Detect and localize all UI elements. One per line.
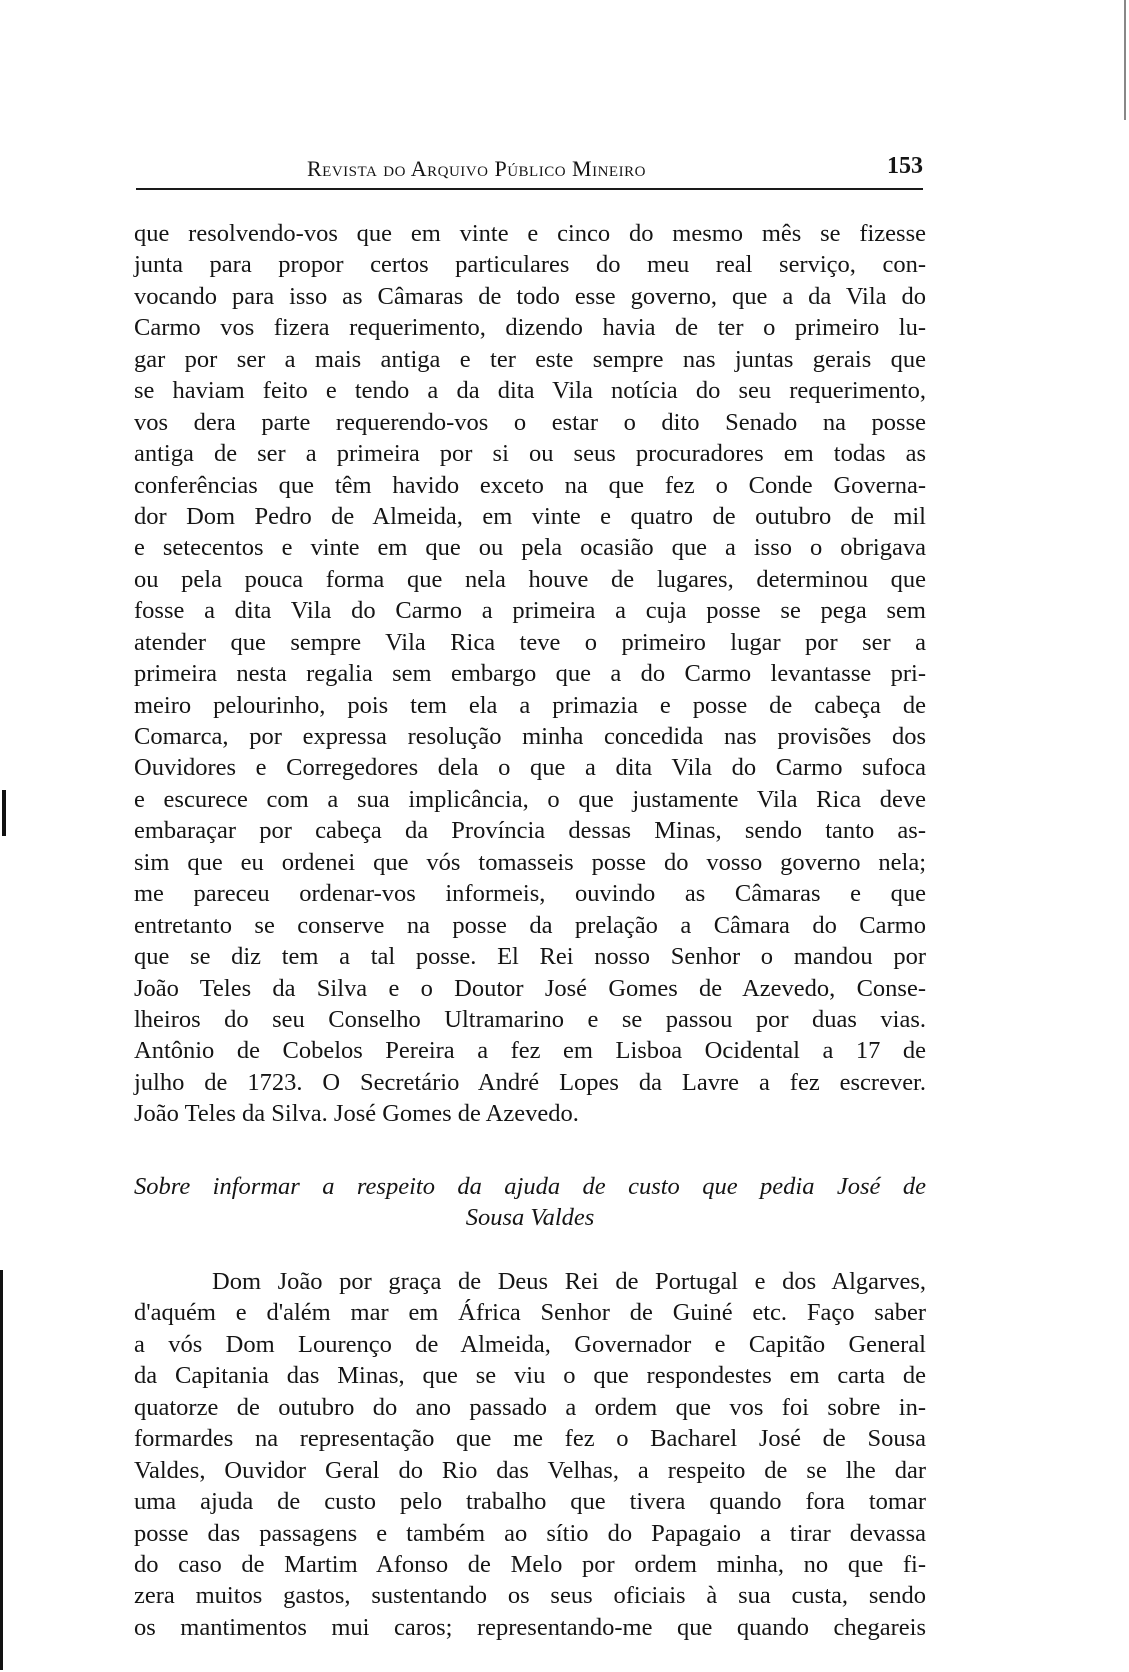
text-line: me pareceu ordenar-vos informeis, ouvindo as Câmaras e que	[134, 880, 926, 908]
text-line: ou pela pouca forma que nela houve de lugares, determinou que	[134, 565, 926, 593]
text-line: sim que eu ordenei que vós tomasseis posse do vosso governo nela;	[134, 848, 926, 876]
text-line: e setecentos e vinte em que ou pela ocasião que a isso o obrigava	[134, 534, 926, 562]
page-header	[136, 150, 923, 190]
text-line: e escurece com a sua implicância, o que justamente Vila Rica deve	[134, 785, 926, 813]
text-line: João Teles da Silva e o Doutor José Gomes de Azevedo, Conse-	[134, 974, 926, 1002]
text-line: fosse a dita Vila do Carmo a primeira a cuja posse se pega sem	[134, 597, 926, 625]
section-heading-line: Sobre informar a respeito da ajuda de custo que pedia José de	[134, 1173, 926, 1200]
text-line: formardes na representação que me fez o Bacharel José de Sousa	[134, 1425, 926, 1453]
text-line: embaraçar por cabeça da Província dessas Minas, sendo tanto as-	[134, 817, 926, 845]
text-line: zera muitos gastos, sustentando os seus oficiais à sua custa, sendo	[134, 1582, 926, 1610]
text-line: dor Dom Pedro de Almeida, em vinte e quatro de outubro de mil	[134, 502, 926, 530]
text-line: julho de 1723. O Secretário André Lopes da Lavre a fez escrever.	[134, 1068, 926, 1096]
text-line: quatorze de outubro do ano passado a ordem que vos foi sobre in-	[134, 1393, 926, 1421]
text-line: junta para propor certos particulares do meu real serviço, con-	[134, 251, 926, 279]
text-line: meiro pelourinho, pois tem ela a primazia e posse de cabeça de	[134, 691, 926, 719]
text-line: Carmo vos fizera requerimento, dizendo havia de ter o primeiro lu-	[134, 314, 926, 342]
text-line: do caso de Martim Afonso de Melo por ordem minha, no que fi-	[134, 1550, 926, 1578]
scan-edge-mark	[0, 1270, 3, 1670]
text-line: que se diz tem a tal posse. El Rei nosso Senhor o mandou por	[134, 943, 926, 971]
scan-edge-mark	[1124, 0, 1126, 120]
text-line: a vós Dom Lourenço de Almeida, Governador e Capitão General	[134, 1330, 926, 1358]
body-paragraph	[134, 218, 926, 1130]
text-line: atender que sempre Vila Rica teve o primeiro lugar por ser a	[134, 628, 926, 656]
text-line: João Teles da Silva. José Gomes de Azevedo.	[134, 1100, 579, 1128]
section-heading	[134, 1171, 926, 1233]
section-paragraph	[134, 1266, 926, 1643]
text-line: da Capitania das Minas, que se viu o que respondestes em carta de	[134, 1362, 926, 1390]
text-line: que resolvendo-vos que em vinte e cinco do mesmo mês se fizesse	[134, 220, 926, 247]
text-line: Comarca, por expressa resolução minha concedida nas provisões dos	[134, 723, 926, 750]
text-line: conferências que têm havido exceto na que fez o Conde Governa-	[134, 471, 926, 499]
text-line: Dom João por graça de Deus Rei de Portugal e dos Algarves,	[212, 1268, 926, 1295]
text-line: vos dera parte requerendo-vos o estar o dito Senado na posse	[134, 408, 926, 436]
text-line: vocando para isso as Câmaras de todo esse governo, que a da Vila do	[134, 282, 926, 310]
text-line: uma ajuda de custo pelo trabalho que tivera quando fora tomar	[134, 1488, 926, 1516]
running-title: Revista do Arquivo Público Mineiro	[307, 156, 646, 181]
text-line: gar por ser a mais antiga e ter este sempre nas juntas gerais que	[134, 345, 926, 373]
scan-edge-mark	[2, 790, 6, 836]
text-line: Antônio de Cobelos Pereira a fez em Lisboa Ocidental a 17 de	[134, 1037, 926, 1065]
page-number: 153	[887, 153, 923, 179]
section-heading-line: Sousa Valdes	[465, 1204, 595, 1231]
text-line: antiga de ser a primeira por si ou seus procuradores em todas as	[134, 440, 926, 468]
text-line: primeira nesta regalia sem embargo que a do Carmo levantasse pri-	[134, 660, 926, 688]
text-line: entretanto se conserve na posse da prelação a Câmara do Carmo	[134, 911, 926, 939]
text-line: os mantimentos mui caros; representando-me que quando chegareis	[134, 1613, 926, 1641]
text-line: posse das passagens e também ao sítio do Papagaio a tirar devassa	[134, 1519, 926, 1547]
text-line: lheiros do seu Conselho Ultramarino e se passou por duas vias.	[134, 1005, 926, 1033]
header-rule	[136, 188, 923, 190]
text-line: Valdes, Ouvidor Geral do Rio das Velhas, a respeito de se lhe dar	[134, 1456, 926, 1484]
text-line: Ouvidores e Corregedores dela o que a dita Vila do Carmo sufoca	[134, 754, 926, 782]
text-line: d'aquém e d'além mar em África Senhor de Guiné etc. Faço saber	[134, 1299, 926, 1327]
text-line: se haviam feito e tendo a da dita Vila notícia do seu requerimento,	[134, 377, 926, 405]
